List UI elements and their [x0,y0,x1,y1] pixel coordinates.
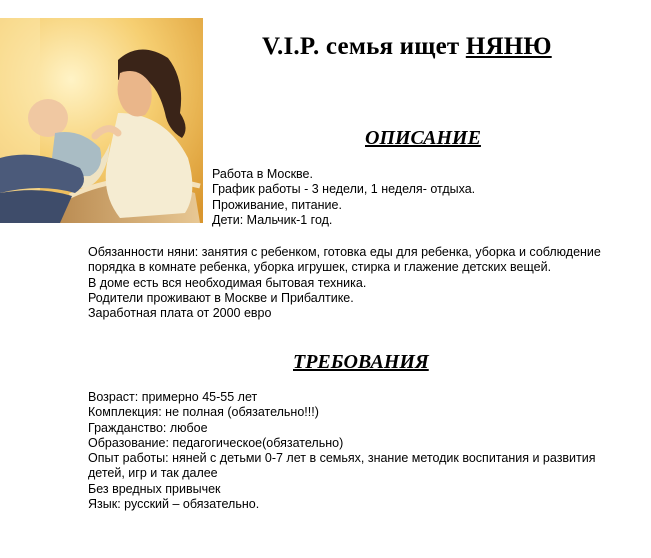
summary-line: Работа в Москве. [212,167,313,181]
details-line: В доме есть вся необходимая бытовая техника. [88,275,367,290]
details-line: порядка в комнате ребенка, уборка игрушек, стирка и глажение детских вещей. [88,260,552,275]
details-line: Обязанности няни: занятия с ребенком, готовка еды для ребенка, уборка и соблюдение [88,245,601,259]
title-main: V.I.P. семья ищет [262,33,460,60]
description-details [88,245,648,321]
summary-line: График работы - 3 недели, 1 неделя- отдыха. [212,182,476,197]
requirement-line: Опыт работы: няней с детьми 0-7 лет в семьях, знание методик воспитания и развития [88,451,596,466]
requirement-line: Без вредных привычек [88,481,221,496]
details-line: Родители проживают в Москве и Прибалтике. [88,290,354,305]
requirements-heading: ТРЕБОВАНИЯ [293,351,429,373]
mother-with-baby-photo [0,18,203,223]
requirement-line: Язык: русский – обязательно. [88,497,260,512]
requirement-line: детей, игр и так далее [88,466,218,481]
page-title [262,33,552,61]
details-line: Заработная плата от 2000 евро [88,306,272,321]
requirement-line: Гражданство: любое [88,420,208,435]
requirement-line: Образование: педагогическое(обязательно) [88,435,344,450]
requirement-line: Возраст: примерно 45-55 лет [88,390,258,404]
summary-line: Проживание, питание. [212,197,342,212]
summary-line: Дети: Мальчик-1 год. [212,212,333,227]
description-heading: ОПИСАНИЕ [365,127,481,149]
description-summary [212,167,475,228]
title-emphasis: НЯНЮ [465,33,552,60]
requirements-list [88,390,648,512]
requirement-line: Комплекция: не полная (обязательно!!!) [88,405,319,420]
